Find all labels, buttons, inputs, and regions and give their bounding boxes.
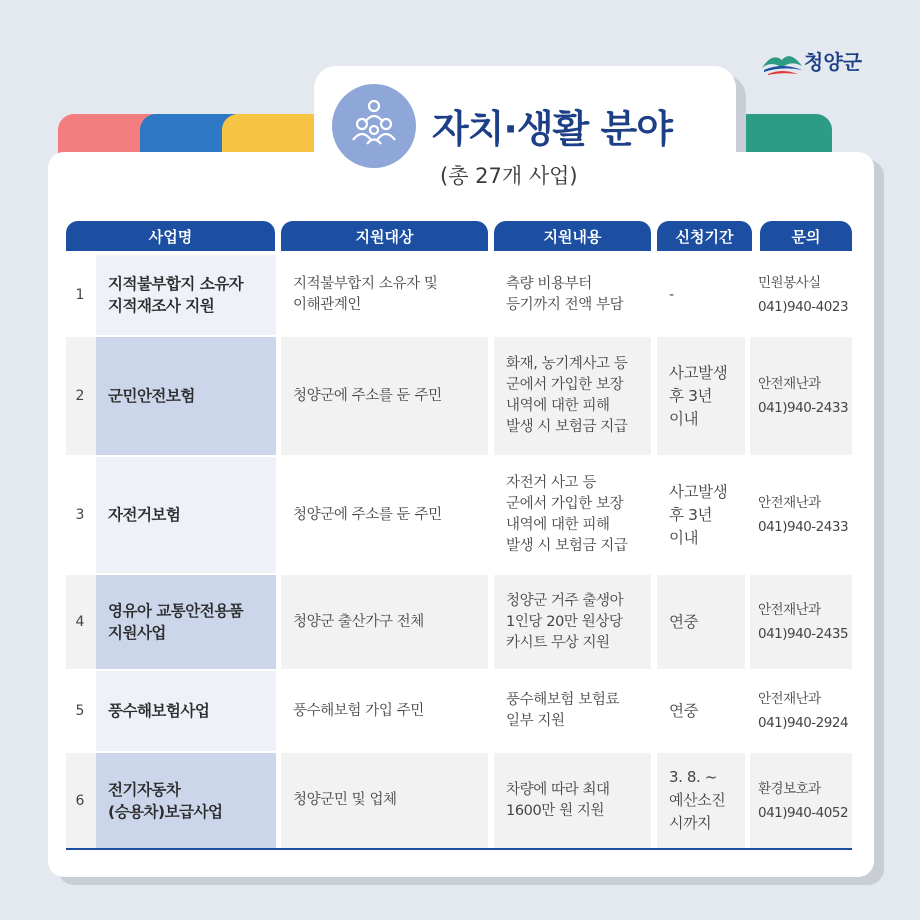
contact-info: 안전재난과 041)940-2433	[758, 495, 849, 535]
people-icon	[332, 84, 416, 168]
business-name: 전기자동차 (승용차)보급사업	[108, 780, 223, 821]
contact-info: 안전재난과 041)940-2924	[758, 691, 849, 731]
page-title: 자치·생활 분야	[432, 107, 672, 151]
page-subtitle: (총 27개 사업)	[440, 164, 578, 188]
cheongyang-logo	[760, 42, 890, 78]
row-number: 5	[75, 703, 85, 719]
application-period: 연중	[669, 701, 699, 720]
header-contact: 문의	[760, 221, 852, 251]
header-business-name: 사업명	[66, 221, 275, 251]
contact-info: 안전재난과 041)940-2433	[758, 376, 849, 416]
business-name: 풍수해보험사업	[108, 702, 210, 720]
support-content: 화재, 농기계사고 등 군에서 가입한 보장 내역에 대한 피해 발생 시 보험금 지급	[506, 356, 628, 435]
business-name: 지적불부합지 소유자 지적재조사 지원	[108, 275, 244, 315]
support-target: 풍수해보험 가입 주민	[293, 702, 424, 719]
business-name: 자전거보험	[108, 506, 181, 524]
contact-info: 환경보호과 041)940-4052	[758, 780, 849, 821]
support-target: 지적불부합지 소유자 및 이해관계인	[293, 276, 438, 313]
header-period: 신청기간	[657, 221, 752, 251]
support-content: 청양군 거주 출생아 1인당 20만 원상당 카시트 무상 지원	[506, 592, 624, 651]
application-period: 사고발생 후 3년 이내	[669, 482, 728, 547]
support-content: 측량 비용부터 등기까지 전액 부담	[506, 276, 624, 313]
contact-info: 민원봉사실 041)940-4023	[758, 275, 849, 315]
mountain-logo-icon	[760, 42, 804, 78]
support-target: 청양군에 주소를 둔 주민	[293, 506, 442, 523]
row-number: 1	[75, 287, 85, 303]
support-target: 청양군민 및 업체	[293, 792, 397, 808]
application-period: 3. 8. ~ 예산소진 시까지	[669, 768, 726, 832]
application-period: 연중	[669, 612, 699, 631]
support-content: 차량에 따라 최대 1600만 원 지원	[506, 781, 610, 819]
table-bottom-rule	[66, 848, 852, 850]
row-number: 6	[75, 792, 85, 809]
business-name: 영유아 교통안전용품 지원사업	[108, 602, 244, 642]
support-target: 청양군 출산가구 전체	[293, 613, 424, 630]
header-content: 지원내용	[494, 221, 651, 251]
row-number: 4	[75, 614, 85, 630]
support-target: 청양군에 주소를 둔 주민	[293, 387, 442, 404]
business-name: 군민안전보험	[108, 387, 195, 405]
support-content: 자전거 사고 등 군에서 가입한 보장 내역에 대한 피해 발생 시 보험금 지급	[506, 475, 628, 554]
row-number: 2	[75, 388, 85, 404]
brand-name: 청양군	[804, 50, 862, 74]
header-target: 지원대상	[281, 221, 488, 251]
row-number: 3	[75, 507, 85, 523]
application-period: -	[669, 286, 674, 303]
contact-info: 안전재난과 041)940-2435	[758, 602, 849, 642]
support-content: 풍수해보험 보험료 일부 지원	[506, 692, 620, 729]
application-period: 사고발생 후 3년 이내	[669, 363, 728, 428]
